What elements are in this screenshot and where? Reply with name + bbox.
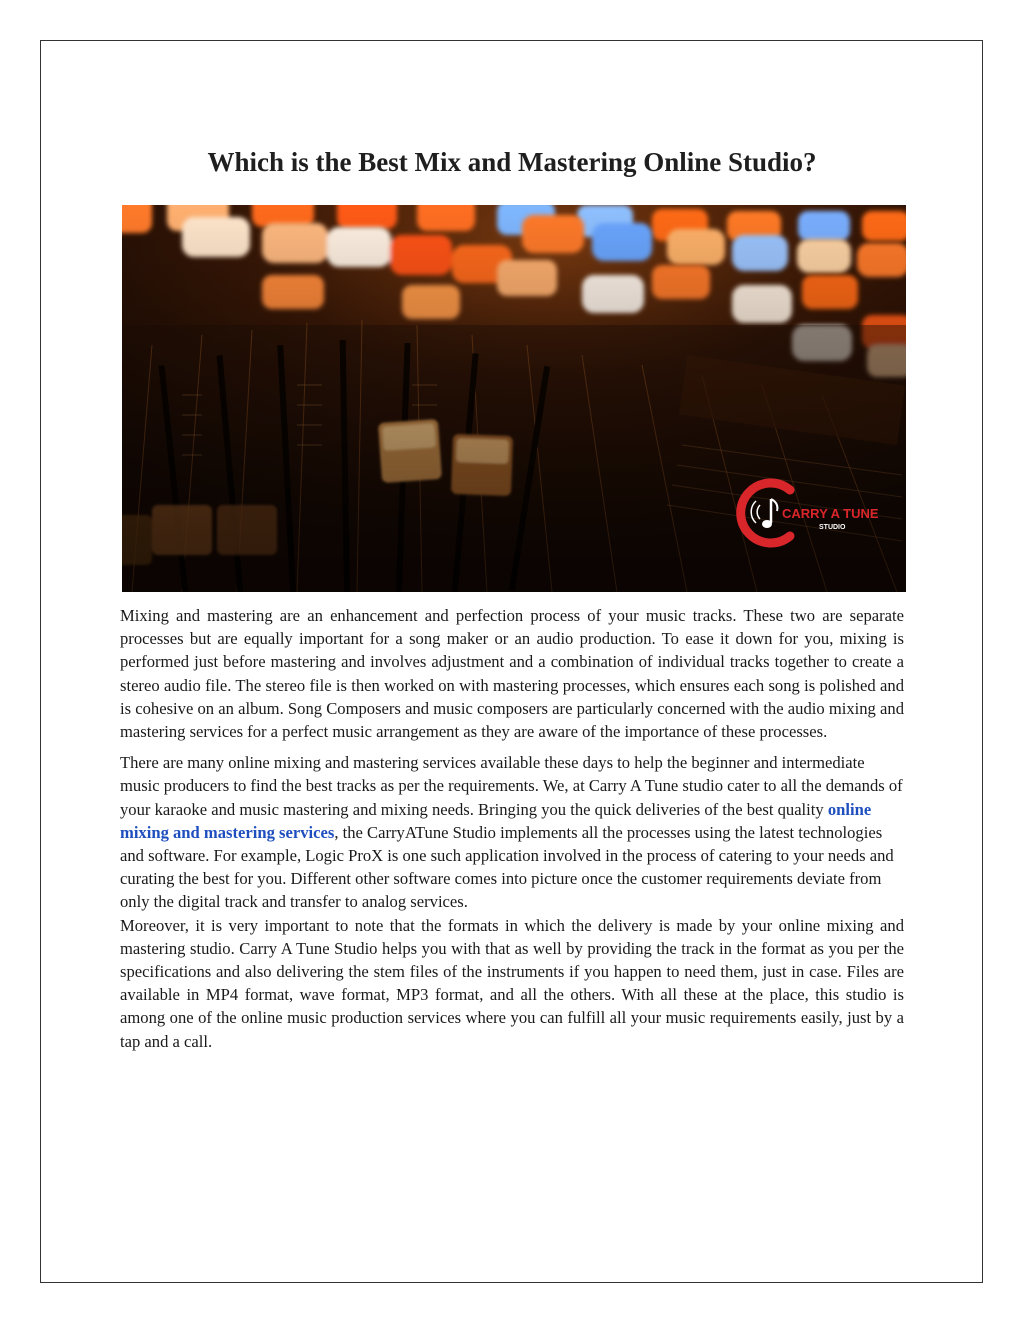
paragraph-2 [120, 751, 904, 913]
paragraph-3: Moreover, it is very important to note that the formats in which the delivery is made by your online mixing and mastering studio. Carry A Tune Studio helps you with that as well by providing the track in the format as you per the specifications and also delivering the stem files of the instruments if you happen to need them, just in case. Files are available in MP4 format, wave format, MP3 format, and all the others. With all these at the place, this studio is among one of the online music production services where you can fulfill all your music requirements easily, just by a tap and a call. [120, 915, 904, 1051]
paragraph-2-text-a: There are many online mixing and mastering services available these days to help the beginner and intermediate music producers to find the best tracks as per the requirements. We, at Carry A Tune studio cater to all the demands of your karaoke and music mastering and mixing needs. Bringing you the quick deliveries of the best quality [120, 753, 903, 819]
mixing-console-photo [122, 205, 906, 592]
page-title: Which is the Best Mix and Mastering Online Studio? [207, 147, 817, 177]
mixing-mastering-services-link[interactable]: online mixing and mastering services [120, 799, 872, 842]
logo-line1: CARRY A TUNE [782, 506, 879, 521]
hero-image [122, 205, 906, 592]
article-body [120, 604, 904, 1053]
paragraph-2-text-b: , the CarryATune Studio implements all the processes using the latest technologies and software. For example, Logic ProX is one such application involved in the process of catering to your needs and curating the best for you. Different other software comes into picture once the customer requirements deviate from only the digital track and transfer to analog services. [120, 822, 894, 912]
logo-line2: STUDIO [819, 524, 846, 531]
paragraph-1: Mixing and mastering are an enhancement and perfection process of your music tracks. These two are separate processes but are equally important for a song maker or an audio production. To ease it down for you, mixing is performed just before mastering and involves adjustment and a combination of individual tracks together to create a stereo audio file. The stereo file is then worked on with mastering processes, which ensures each song is polished and is cohesive on an album. Song Composers and music composers are particularly concerned with the audio mixing and mastering services for a perfect music arrangement as they are aware of the importance of these processes. [120, 606, 904, 742]
